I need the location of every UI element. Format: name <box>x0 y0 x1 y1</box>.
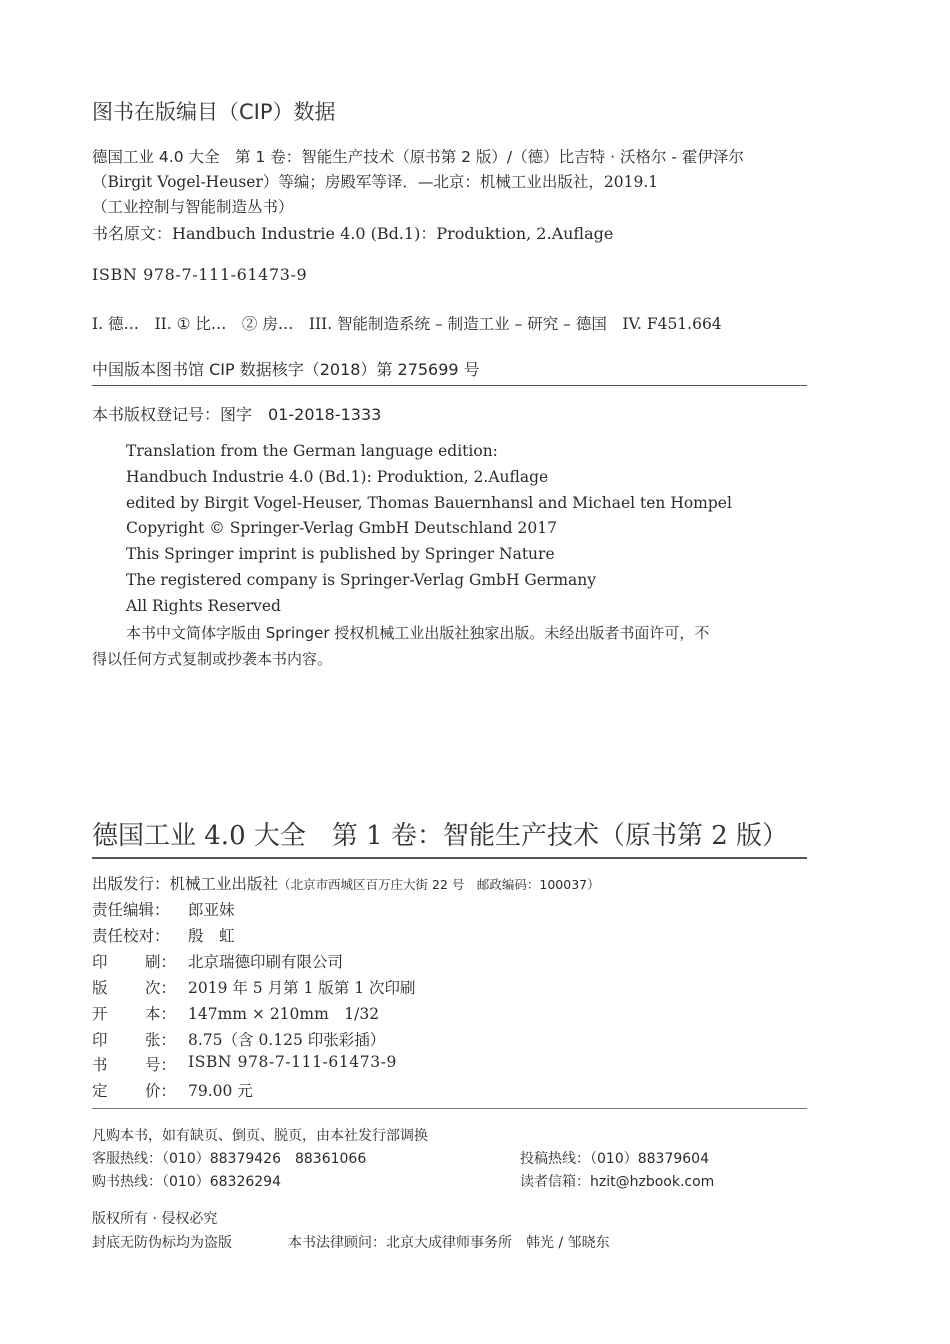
printer-label-b: 刷： <box>144 953 176 971</box>
cip-entry-line-2: （Birgit Vogel-Heuser）等编；房殿军等译．—北京：机械工业出版社，2019.1 <box>92 173 659 191</box>
copyright-registration: 本书版权登记号：图字 01-2018-1333 <box>92 405 382 424</box>
license-notice-line-2: 得以任何方式复制或抄袭本书内容。 <box>92 650 333 668</box>
book-title: 德国工业 4.0 大全 第 1 卷：智能生产技术（原书第 2 版） <box>92 821 789 851</box>
english-line-1: Translation from the German language edition: <box>126 442 498 460</box>
format-value: 147mm × 210mm 1/32 <box>188 1005 380 1023</box>
price-label-b: 价： <box>144 1082 176 1100</box>
cip-classification: I. 德… II. ① 比… ② 房… III. 智能制造系统 – 制造工业 – 研究 – 德国 IV. F451.664 <box>92 315 722 333</box>
editor-label: 责任编辑： <box>92 901 170 919</box>
colophon-price <box>92 1079 253 1101</box>
cip-entry-line-3: （工业控制与智能制造丛书） <box>92 198 294 216</box>
english-line-5: This Springer imprint is published by Springer Nature <box>126 545 555 563</box>
defect-notice: 凡购本书，如有缺页、倒页、脱页，由本社发行部调换 <box>92 1128 428 1144</box>
price-value: 79.00 元 <box>188 1082 253 1100</box>
sheets-value: 8.75（含 0.125 印张彩插） <box>188 1031 386 1049</box>
english-line-4: Copyright © Springer-Verlag GmbH Deutschland 2017 <box>126 519 557 537</box>
colophon-publisher <box>92 872 600 894</box>
publisher-value: 机械工业出版社 <box>169 875 279 893</box>
sheets-label-a: 印 <box>92 1031 108 1049</box>
reader-email: 读者信箱：hzit@hzbook.com <box>520 1174 715 1190</box>
legal-counsel: 本书法律顾问：北京大成律师事务所 韩光 / 邹晓东 <box>288 1235 610 1251</box>
english-line-3: edited by Birgit Vogel-Heuser, Thomas Bauernhansl and Michael ten Hompel <box>126 494 732 512</box>
format-label-a: 开 <box>92 1005 108 1023</box>
isbn-value: ISBN 978-7-111-61473-9 <box>188 1053 397 1071</box>
license-notice-line-1: 本书中文简体字版由 Springer 授权机械工业出版社独家出版。未经出版者书面许可，不 <box>126 624 710 642</box>
cip-entry-line-1: 德国工业 4.0 大全 第 1 卷：智能生产技术（原书第 2 版）/（德）比吉特 · 沃格尔 - 霍伊泽尔 <box>92 148 744 166</box>
price-label-a: 定 <box>92 1082 108 1100</box>
colophon-proofreader <box>92 924 235 946</box>
colophon-printer <box>92 950 343 972</box>
editor-value: 郎亚妹 <box>188 901 235 919</box>
printer-label-a: 印 <box>92 953 108 971</box>
publisher-label: 出版发行： <box>92 875 170 893</box>
divider-cip <box>92 385 807 386</box>
publisher-address: （北京市西城区百万庄大街 22 号 邮政编码：100037） <box>278 877 600 892</box>
proofreader-label: 责任校对： <box>92 927 170 945</box>
isbn-label-a: 书 <box>92 1056 108 1074</box>
anti-counterfeit-notice: 封底无防伪标均为盗版 <box>92 1235 232 1251</box>
colophon-format <box>92 1002 379 1024</box>
colophon-isbn <box>92 1053 397 1075</box>
isbn-label-b: 号： <box>144 1056 176 1074</box>
submission-hotline: 投稿热线：（010）88379604 <box>520 1151 709 1167</box>
cip-check-number: 中国版本图书馆 CIP 数据核字（2018）第 275699 号 <box>92 360 480 379</box>
proofreader-value: 殷 虹 <box>188 927 235 945</box>
colophon-edition <box>92 976 416 998</box>
english-line-2: Handbuch Industrie 4.0 (Bd.1): Produktion, 2.Auflage <box>126 468 549 486</box>
edition-label-a: 版 <box>92 979 108 997</box>
cip-heading: 图书在版编目（CIP）数据 <box>92 100 336 124</box>
sheets-label-b: 张： <box>144 1031 176 1049</box>
colophon-editor <box>92 898 235 920</box>
printer-value: 北京瑞德印刷有限公司 <box>188 953 344 971</box>
divider-colophon <box>92 1108 807 1109</box>
purchase-hotline: 购书热线：（010）68326294 <box>92 1174 281 1190</box>
rights-statement: 版权所有 · 侵权必究 <box>92 1211 218 1227</box>
cip-original-title: 书名原文：Handbuch Industrie 4.0 (Bd.1)：Produktion, 2.Auflage <box>92 224 614 243</box>
divider-title <box>92 857 807 859</box>
service-hotline: 客服热线：（010）88379426 88361066 <box>92 1151 367 1167</box>
english-line-7: All Rights Reserved <box>126 597 281 615</box>
edition-value: 2019 年 5 月第 1 版第 1 次印刷 <box>188 979 416 997</box>
edition-label-b: 次： <box>144 979 176 997</box>
english-line-6: The registered company is Springer-Verlag GmbH Germany <box>126 571 597 589</box>
cip-isbn: ISBN 978-7-111-61473-9 <box>92 265 308 284</box>
format-label-b: 本： <box>144 1005 176 1023</box>
colophon-sheets <box>92 1028 385 1050</box>
